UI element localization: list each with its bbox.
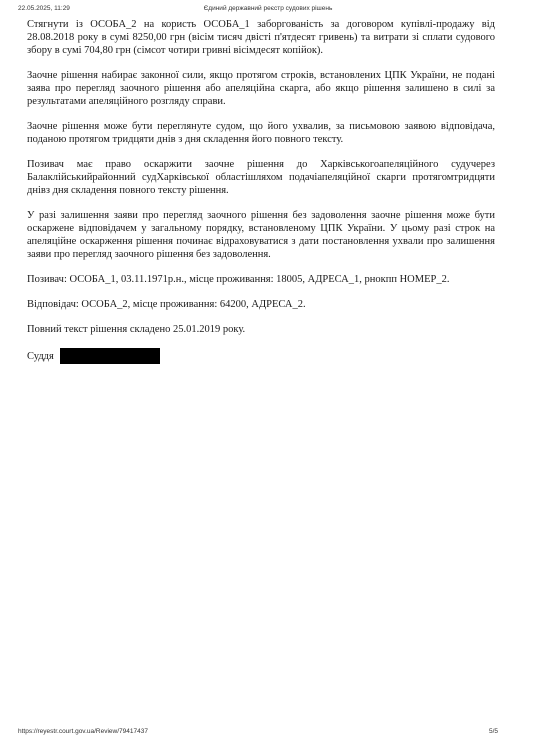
page-number: 5/5 xyxy=(488,728,498,735)
paragraph-defendant: Відповідач: ОСОБА_2, місце проживання: 64200, АДРЕСА_2. xyxy=(27,299,306,310)
print-header xyxy=(18,5,518,17)
paragraph-appeal-right: Позивач має право оскаржити заочне рішення до Харківськогоапеляційного судучерез Балаклійськийрайонний судХарківської областішляхом подачіапеляційної скарги протягомтридцяти днівз дня складення повного тексту рішення. xyxy=(27,159,495,196)
paragraph-ruling: Стягнути із ОСОБА_2 на користь ОСОБА_1 заборгованість за договором купівлі-продажу від 28.08.2018 року в сумі 8250,00 грн (вісім тисяч двісті п'ятдесят гривень) та витрати зі сплати судового збору в сумі 704,80 грн (сімсот чотири гривні вісімдесят копійок). xyxy=(27,19,495,56)
judge-name-redaction xyxy=(60,348,160,364)
document-body xyxy=(27,18,495,364)
paragraph-plaintiff: Позивач: ОСОБА_1, 03.11.1971р.н., місце проживання: 18005, АДРЕСА_1, рнокпп НОМЕР_2. xyxy=(27,274,450,285)
page-url: https://reyestr.court.gov.ua/Review/79417437 xyxy=(18,728,148,735)
paragraph-legal-force: Заочне рішення набирає законної сили, якщо протягом строків, встановлених ЦПК України, не подані заява про перегляд заочного рішення або апеляційна скарга, або якщо рішення залишено в силі за результатами апеляційного розгляду справи. xyxy=(27,70,495,107)
judge-label: Суддя xyxy=(27,350,54,362)
paragraph-appeal-procedure: У разі залишення заяви про перегляд заочного рішення без задоволення заочне рішення може бути оскаржене відповідачем у загальному порядку, встановленому ЦПК України. У цьому разі строк на апеляційне оскарження рішення починає відраховуватися з дати постановлення ухвали про залишення заяви про перегляд заочного рішення без задоволення. xyxy=(27,210,495,260)
judge-signature xyxy=(27,348,495,364)
registry-title: Єдиний державний реєстр судових рішень xyxy=(203,5,333,12)
paragraph-full-text-date: Повний текст рішення складено 25.01.2019 року. xyxy=(27,324,246,335)
paragraph-review: Заочне рішення може бути переглянуте судом, що його ухвалив, за письмовою заявою відповідача, поданою протягом тридцяти днів з дня складення його повного тексту. xyxy=(27,121,495,145)
print-datetime: 22.05.2025, 11:29 xyxy=(18,5,70,12)
